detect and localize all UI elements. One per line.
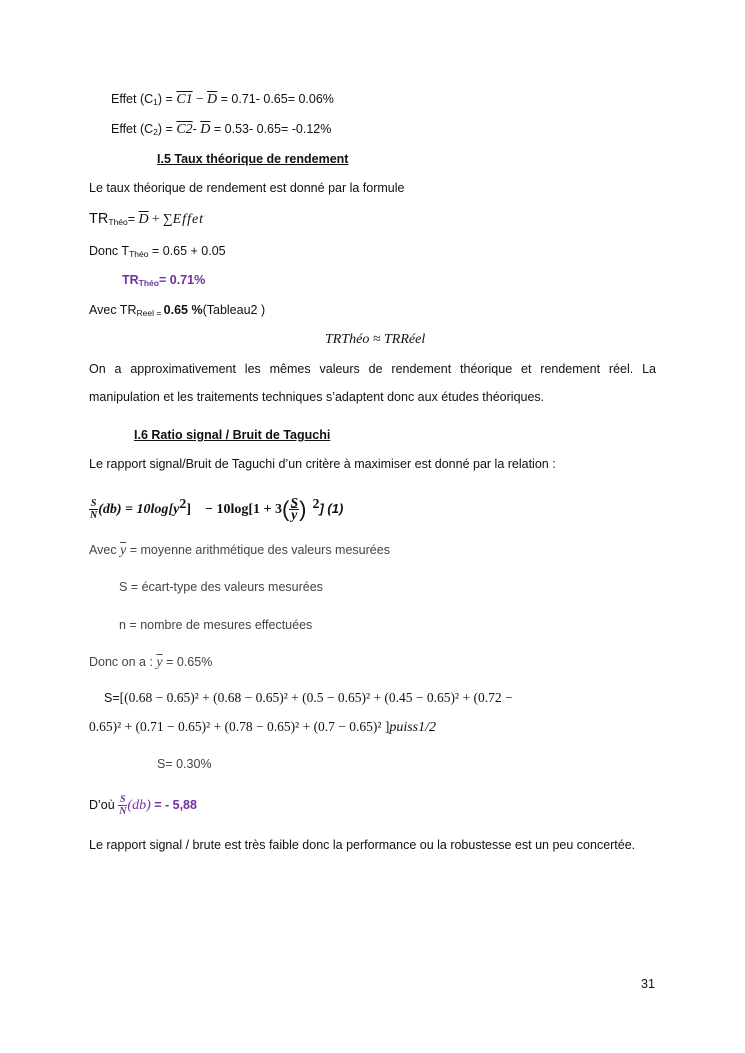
tr-theo-formula: $TR_{Théo}= \overline{D}$ + ∑Effet (89, 211, 205, 227)
n-definition: n = nombre de mesures effectuées (119, 618, 313, 632)
effect-c2-line: Effet $(C_2) = C2-$ $\overline{D} = 0.53-$ 0.65= -0.12% (111, 122, 332, 137)
effect-c1-line: Effet $(C_1) = C1 - \overline{D} = 0.71-$ 0.65= 0.06% (111, 91, 334, 107)
donc-t-theo-line: Donc $T_{Théo} = 0.65 + 0.05$ (89, 244, 226, 259)
s-computation-line-1: S=[(0.68 − 0.65)² + (0.68 − 0.65)² + (0.5 − 0.65)² + (0.45 − 0.65)² + (0.72 − (104, 690, 513, 705)
section-1-5-conclusion: On a approximativement les mêmes valeurs de rendement théorique et rendement réel. La manipulation et les traitements techniques s’adaptent donc aux études théoriques. (89, 362, 656, 404)
section-1-5-intro: Le taux théorique de rendement est donné par la formule (89, 181, 405, 195)
approx-formula: TRThéo ≈ TRRéel (325, 332, 426, 347)
tr-theo-result: $TR_{Théo}= 0.71\%$ (122, 273, 206, 288)
page-number: 31 (641, 977, 655, 991)
section-heading-1-5: I.5 Taux théorique de rendement (157, 152, 349, 166)
taguchi-formula: $\frac{S}{N}$ $(db) = 10\log[y^2] - 10\log[1 + 3$( $\frac{S}{y}$ ) $^2$] (1) (90, 496, 344, 524)
donc-y-line: Donc on a : $\overline{y} = 0.65\%$ (89, 655, 213, 670)
s-over-n-fraction: $\frac{S}{N}$ (90, 498, 98, 522)
s-over-y-fraction: $\frac{S}{y}$ (290, 496, 299, 524)
avec-y-line: Avec $\overline{y}$ = moyenne arithmétique des valeurs mesurées (89, 543, 390, 558)
s-result: S= 0.30% (157, 757, 212, 771)
dou-s-over-n-fraction: $\frac{S}{N}$ (119, 794, 127, 818)
final-conclusion: Le rapport signal / brute est très faible donc la performance ou la robustesse est un peu concertée. (89, 838, 636, 852)
section-1-6-intro: Le rapport signal/Bruit de Taguchi d’un critère à maximiser est donné par la relation : (89, 457, 556, 471)
dou-result-line: D’où $\frac{S}{N}$ (db) = - 5,88 (89, 794, 197, 818)
avec-tr-reel-line: Avec $TR_{Reel}$ $_=$ 0.65 %(Tableau2 ) (89, 303, 266, 318)
s-computation-line-2: 0.65)² + (0.71 − 0.65)² + (0.78 − 0.65)² + (0.7 − 0.65)² ]puiss1/2 (89, 719, 437, 735)
section-heading-1-6: I.6 Ratio signal / Bruit de Taguchi (134, 428, 331, 442)
s-definition: S = écart-type des valeurs mesurées (119, 580, 323, 594)
